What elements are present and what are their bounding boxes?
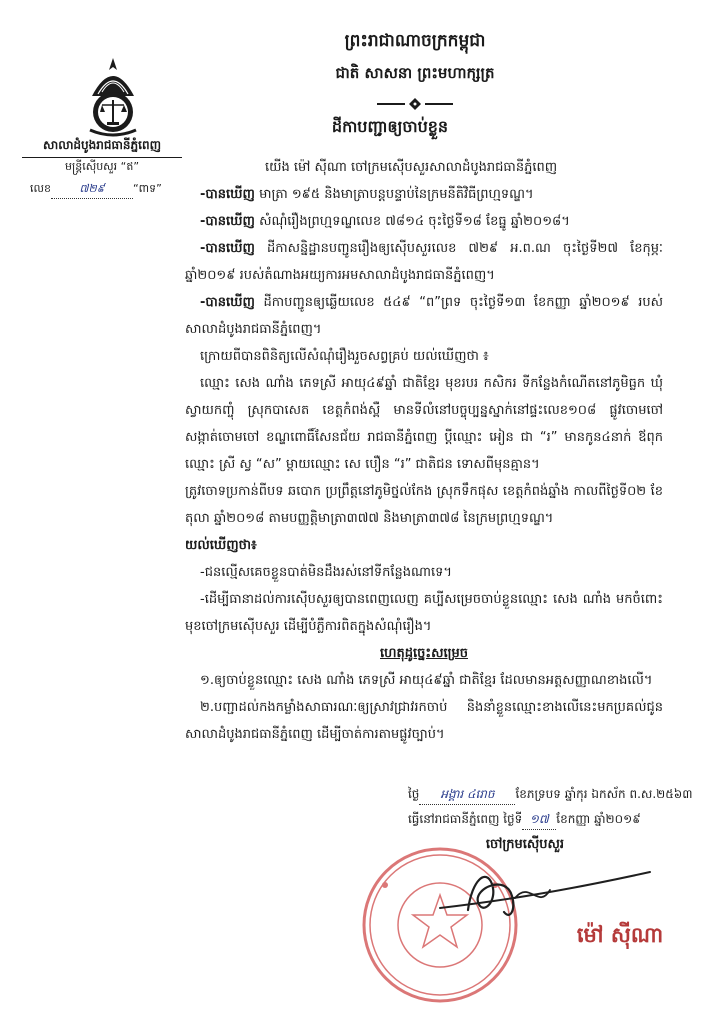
investigating-office: មន្ត្រីស៊ើបសួរ “ឥ” bbox=[64, 160, 140, 173]
decision-heading: ហេតុដូច្នេះសម្រេច bbox=[380, 646, 468, 661]
lunar-date-prefix: ថ្ងៃ bbox=[408, 787, 420, 801]
place-date-prefix: ធ្វើនៅរាជធានីភ្នំពេញ ថ្ងៃទី bbox=[408, 812, 523, 826]
number-suffix: “ពាទ” bbox=[132, 182, 162, 195]
signature bbox=[420, 850, 660, 930]
signer-name: ម៉ៅ ស៊ីណា bbox=[576, 923, 664, 947]
number-label: លេខ bbox=[30, 182, 51, 195]
document-number bbox=[30, 182, 180, 199]
lunar-date-handwritten: អង្គារ ៤រោច bbox=[419, 786, 515, 805]
intro-paragraph: យើង ម៉ៅ ស៊ីណា ចៅក្រមស៊ើបសួរសាលាដំបូងរាជធានីភ្នំពេញ bbox=[265, 160, 558, 175]
document-body bbox=[185, 154, 663, 780]
recital-4 bbox=[185, 289, 663, 343]
recital-text: សំណុំរឿងព្រហ្មទណ្ឌលេខ ៧៨១៤ ចុះថ្ងៃទី១៨ ខែធ្នូ ឆ្នាំ២០១៨។ bbox=[259, 214, 570, 229]
decision-2: ២.បញ្ជាដល់កងកម្លាំងសាធារណៈឲ្យស្រាវជ្រាវរកចាប់ និងនាំខ្លួនឈ្មោះខាងលើនេះមកប្រគល់ជូនសាលាដំបូងរាជធានីភ្នំពេញ ដើម្បីចាត់ការតាមផ្លូវច្បាប់។ bbox=[185, 700, 663, 742]
national-motto: ជាតិ សាសនា ព្រះមហាក្សត្រ bbox=[335, 64, 495, 82]
recital-text: ដីកាបញ្ជូនឲ្យឆ្លើយលេខ ៥៤៩ “ព”ព្រទ ចុះថ្ងៃទី១៣ ខែកញ្ញា ឆ្នាំ២០១៩ របស់សាលាដំបូងរាជធានីភ្នំពេញ។ bbox=[185, 295, 663, 337]
ornament-divider-icon bbox=[375, 96, 455, 112]
lunar-date-suffix: ខែភទ្របទ ឆ្នាំកុរ ឯកស័ក ព.ស.២៥៦៣ bbox=[515, 787, 693, 801]
findings-heading: យល់ឃើញថា៖ bbox=[185, 538, 257, 553]
recital-1 bbox=[185, 181, 663, 208]
place-date-handwritten: ១៧ bbox=[522, 811, 556, 830]
suspect-details: ឈ្មោះ សេង ណាំង ភេទស្រី អាយុ៤៩ឆ្នាំ ជាតិខ្មែរ មុខរបរ កសិករ ទីកន្លែងកំណើតនៅភូមិធ្លក ឃុំស្វាយកញ្ចុំ ស្រុកបាសេត ខេត្តកំពង់ស្ពឺ មានទីលំនៅបច្ចុប្បន្នស្នាក់នៅផ្ទះលេខ១០៨ ផ្លូវចោមចៅ សង្កាត់ចោមចៅ ខណ្ឌពោធិ៍សែនជ័យ រាជធានីភ្នំពេញ ប្តីឈ្មោះ អៀន ជា “រ” មានកូន៤នាក់ ឪពុកឈ្មោះ ស្រី ស្វ “ស” ម្តាយឈ្មោះ សេ បឿន “រ” ជាតិជន ទោសពីមុនគ្មាន។ bbox=[185, 376, 663, 472]
recital-lead: -បានឃើញ bbox=[200, 187, 255, 202]
finding-2: -ដើម្បីធានាដល់ការស៊ើបសួរឲ្យបានពេញលេញ គប្បីសម្រេចចាប់ខ្លួនឈ្មោះ សេង ណាំង មកចំពោះមុខចៅក្រមស៊ើបសួរ ដើម្បីបំភ្លឺការពិតក្នុងសំណុំរឿង។ bbox=[185, 592, 663, 634]
court-emblem-icon bbox=[82, 56, 144, 138]
decision-1: ១.ឲ្យចាប់ខ្លួនឈ្មោះ សេង ណាំង ភេទស្រី អាយុ៤៩ឆ្នាំ ជាតិខ្មែរ ដែលមានអត្តសញ្ញាណខាងលើ។ bbox=[200, 673, 653, 688]
finding-1: -ជនល្មើសគេចខ្លួនបាត់មិនដឹងរស់នៅទីកន្លែងណាទេ។ bbox=[200, 565, 452, 580]
court-name: សាលាដំបូងរាជធានីភ្នំពេញ bbox=[22, 137, 182, 158]
review-paragraph: ក្រោយពីបានពិនិត្យលើសំណុំរឿងរួចសព្វគ្រប់ យល់ឃើញថា ៖ bbox=[200, 349, 489, 364]
lunar-date-line bbox=[408, 786, 708, 805]
kingdom-heading: ព្រះរាជាណាចក្រកម្ពុជា bbox=[344, 31, 486, 51]
recital-text: មាត្រា ១៩៥ និងមាត្រាបន្តបន្ទាប់នៃក្រមនីតិវិធីព្រហ្មទណ្ឌ។ bbox=[259, 187, 534, 202]
recital-3 bbox=[185, 235, 663, 289]
place-date-line bbox=[408, 811, 708, 830]
recital-lead: -បានឃើញ bbox=[200, 241, 255, 256]
charge-paragraph: ត្រូវចោទប្រកាន់ពីបទ ឆបោក ប្រព្រឹត្តនៅភូមិថ្នល់កែង ស្រុកទឹកផុស ខេត្តកំពង់ឆ្នាំង កាលពីថ្ងៃទី០២ ខែតុលា ឆ្នាំ២០១៨ តាមបញ្ញត្តិមាត្រា៣៧៧ និងមាត្រា៣៧៨ នៃក្រមព្រហ្មទណ្ឌ។ bbox=[185, 484, 663, 526]
document-title: ដីកាបញ្ជាឲ្យចាប់ខ្លួន bbox=[331, 117, 449, 136]
recital-2 bbox=[185, 208, 663, 235]
number-value: ៧២៩ bbox=[51, 182, 133, 199]
recital-lead: -បានឃើញ bbox=[200, 214, 255, 229]
recital-lead: -បានឃើញ bbox=[200, 295, 255, 310]
signer-title: ចៅក្រមស៊ើបសួរ bbox=[485, 837, 565, 852]
recital-text: ដីកាសន្និដ្ឋានបញ្ជូនរឿងឲ្យស៊ើបសួរលេខ ៧២៩ អ.ព.ណ ចុះថ្ងៃទី២៧ ខែកុម្ភៈ ឆ្នាំ២០១៩ របស់តំណាងអយ្យការអមសាលាដំបូងរាជធានីភ្នំពេញ។ bbox=[185, 241, 663, 283]
place-date-suffix: ខែកញ្ញា ឆ្នាំ២០១៩ bbox=[556, 812, 641, 826]
